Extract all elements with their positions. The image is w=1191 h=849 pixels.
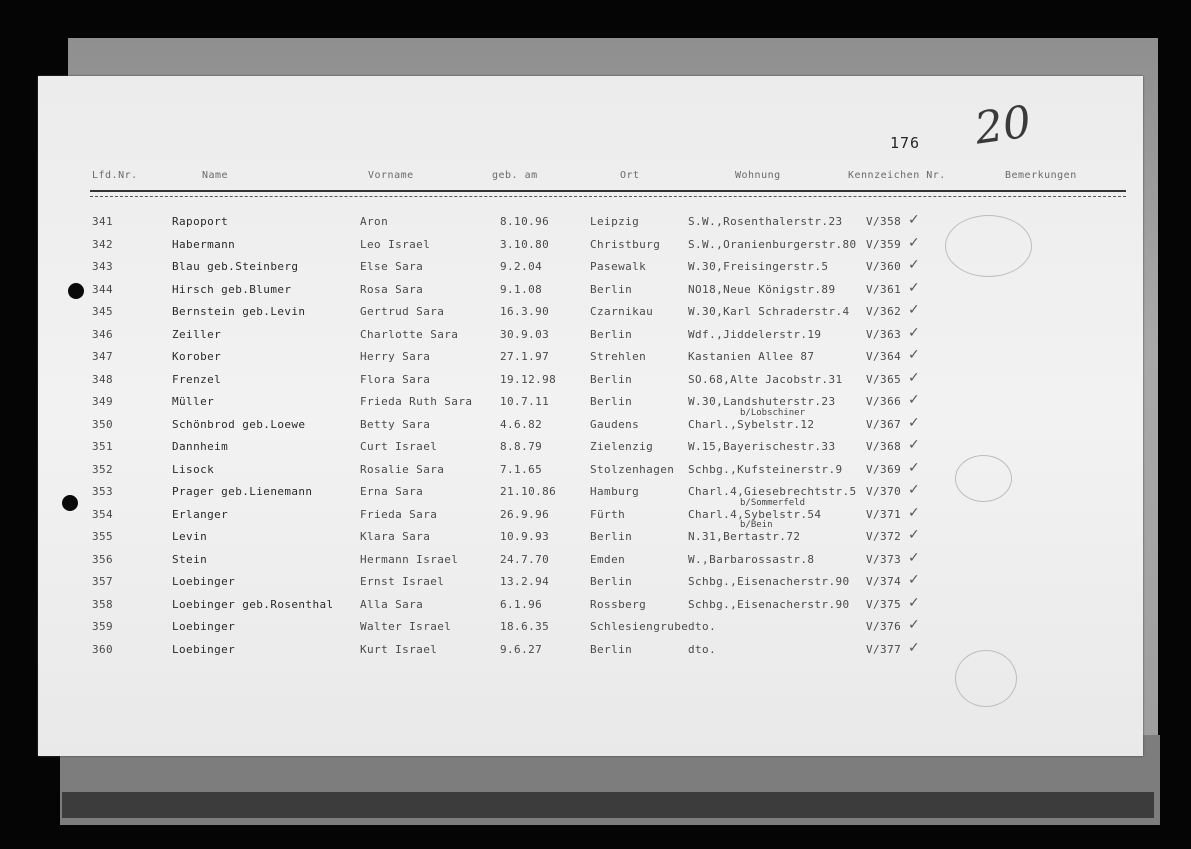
cell-geb-am: 6.1.96 xyxy=(500,597,543,611)
cell-lfd-nr: 350 xyxy=(92,417,114,431)
cell-ort: Rossberg xyxy=(590,597,647,611)
cell-kennzeichen: V/367 xyxy=(866,417,902,431)
cell-lfd-nr: 351 xyxy=(92,440,114,453)
cell-lfd-nr: 352 xyxy=(92,462,114,476)
cell-ort: Berlin xyxy=(590,372,633,386)
cell-name: Bernstein geb.Levin xyxy=(172,305,306,318)
cell-geb-am: 30.9.03 xyxy=(500,327,550,341)
cell-lfd-nr: 344 xyxy=(92,282,114,296)
cell-wohnung: dto. xyxy=(688,620,717,633)
cell-ort: Strehlen xyxy=(590,350,647,363)
table-row xyxy=(0,617,1191,640)
cell-ort: Berlin xyxy=(590,530,633,543)
header-wohnung: Wohnung xyxy=(735,170,781,181)
table-row xyxy=(0,497,1191,528)
cell-geb-am: 7.1.65 xyxy=(500,462,543,476)
cell-wohnung: W.30,Karl Schraderstr.4 xyxy=(688,305,850,318)
cell-lfd-nr: 348 xyxy=(92,372,114,386)
cell-name: Loebinger xyxy=(172,642,236,656)
table-row xyxy=(0,347,1191,370)
header-vorname: Vorname xyxy=(368,170,414,181)
cell-vorname: Herry Sara xyxy=(360,350,431,363)
check-mark-icon: ✓ xyxy=(908,504,920,521)
cell-ort: Berlin xyxy=(590,575,633,588)
table-row xyxy=(0,572,1191,595)
check-mark-icon: ✓ xyxy=(908,414,920,431)
cell-geb-am: 8.10.96 xyxy=(500,215,550,228)
cell-lfd-nr: 354 xyxy=(92,507,114,521)
cell-wohnung: W.15,Bayerischestr.33 xyxy=(688,440,836,453)
check-mark-icon: ✓ xyxy=(908,617,920,633)
cell-lfd-nr: 343 xyxy=(92,260,114,273)
cell-ort: Leipzig xyxy=(590,215,640,228)
cell-geb-am: 21.10.86 xyxy=(500,485,557,498)
table-row xyxy=(0,407,1191,438)
table-row xyxy=(0,549,1191,573)
header-lfd-nr: Lfd.Nr. xyxy=(92,170,138,181)
check-mark-icon: ✓ xyxy=(908,639,920,656)
header-kennzeichen: Kennzeichen Nr. xyxy=(848,170,946,181)
check-mark-icon: ✓ xyxy=(908,279,920,296)
cell-kennzeichen: V/371 xyxy=(866,507,902,521)
cell-vorname: Kurt Israel xyxy=(360,642,438,656)
cell-vorname: Walter Israel xyxy=(360,620,452,633)
cell-wohnung-note: b/Bein xyxy=(740,520,773,530)
page-number: 176 xyxy=(890,134,921,152)
cell-kennzeichen: V/370 xyxy=(866,485,902,498)
cell-name: Stein xyxy=(172,552,208,566)
table-row xyxy=(0,520,1191,550)
cell-geb-am: 13.2.94 xyxy=(500,575,550,588)
check-mark-icon: ✓ xyxy=(908,392,920,408)
cell-vorname: Aron xyxy=(360,215,389,228)
cell-kennzeichen: V/369 xyxy=(866,462,902,476)
table-row xyxy=(0,324,1191,348)
table-row xyxy=(0,279,1191,303)
cell-lfd-nr: 349 xyxy=(92,395,114,408)
handwritten-folio-number: 20 xyxy=(971,96,1035,155)
cell-lfd-nr: 347 xyxy=(92,350,114,363)
check-mark-icon: ✓ xyxy=(908,572,920,588)
header-ort: Ort xyxy=(620,170,640,181)
cell-kennzeichen: V/374 xyxy=(866,575,902,588)
cell-kennzeichen: V/376 xyxy=(866,620,902,633)
check-mark-icon: ✓ xyxy=(908,324,920,341)
cell-vorname: Betty Sara xyxy=(360,417,431,431)
cell-geb-am: 16.3.90 xyxy=(500,305,550,318)
cell-kennzeichen: V/359 xyxy=(866,237,902,251)
cell-lfd-nr: 358 xyxy=(92,597,114,611)
cell-lfd-nr: 353 xyxy=(92,485,114,498)
cell-kennzeichen: V/361 xyxy=(866,282,902,296)
cell-geb-am: 4.6.82 xyxy=(500,417,543,431)
table-row xyxy=(0,257,1191,280)
cell-geb-am: 24.7.70 xyxy=(500,552,550,566)
cell-vorname: Leo Israel xyxy=(360,237,431,251)
table-row xyxy=(0,369,1191,393)
cell-lfd-nr: 345 xyxy=(92,305,114,318)
cell-ort: Christburg xyxy=(590,237,661,251)
cell-kennzeichen: V/360 xyxy=(866,260,902,273)
cell-ort: Czarnikau xyxy=(590,305,654,318)
table-row xyxy=(0,234,1191,258)
cell-lfd-nr: 356 xyxy=(92,552,114,566)
cell-vorname: Curt Israel xyxy=(360,440,438,453)
cell-lfd-nr: 359 xyxy=(92,620,114,633)
cell-wohnung-note: b/Lobschiner xyxy=(740,407,806,418)
cell-lfd-nr: 357 xyxy=(92,575,114,588)
cell-kennzeichen: V/368 xyxy=(866,440,902,453)
cell-vorname: Else Sara xyxy=(360,260,424,273)
cell-lfd-nr: 341 xyxy=(92,215,114,228)
cell-kennzeichen: V/377 xyxy=(866,642,902,656)
cell-name: Zeiller xyxy=(172,327,222,341)
cell-kennzeichen: V/358 xyxy=(866,215,902,228)
cell-lfd-nr: 346 xyxy=(92,327,114,341)
cell-wohnung: W.,Barbarossastr.8 xyxy=(688,552,815,566)
check-mark-icon: ✓ xyxy=(908,347,920,363)
check-mark-icon: ✓ xyxy=(908,257,920,273)
header-name: Name xyxy=(202,170,229,181)
cell-ort: Hamburg xyxy=(590,485,640,498)
cell-vorname: Ernst Israel xyxy=(360,575,445,588)
cell-kennzeichen: V/364 xyxy=(866,350,902,363)
cell-wohnung: S.W.,Oranienburgerstr.80 xyxy=(688,237,857,251)
cell-wohnung-note: b/Sommerfeld xyxy=(740,497,806,508)
cell-ort: Berlin xyxy=(590,642,633,656)
cell-geb-am: 19.12.98 xyxy=(500,372,557,386)
cell-lfd-nr: 342 xyxy=(92,237,114,251)
cell-name: Schönbrod geb.Loewe xyxy=(172,417,306,431)
cell-wohnung: W.30,Freisingerstr.5 xyxy=(688,260,829,273)
cell-kennzeichen: V/373 xyxy=(866,552,902,566)
check-mark-icon: ✓ xyxy=(908,482,920,498)
cell-geb-am: 9.1.08 xyxy=(500,282,543,296)
check-mark-icon: ✓ xyxy=(908,234,920,251)
cell-vorname: Hermann Israel xyxy=(360,552,459,566)
cell-wohnung: dto. xyxy=(688,642,717,656)
cell-geb-am: 10.7.11 xyxy=(500,395,550,408)
cell-name: Levin xyxy=(172,530,208,543)
cell-wohnung: NO18,Neue Königstr.89 xyxy=(688,282,836,296)
cell-name: Blau geb.Steinberg xyxy=(172,260,299,273)
cell-lfd-nr: 360 xyxy=(92,642,114,656)
cell-name: Frenzel xyxy=(172,372,222,386)
cell-vorname: Rosalie Sara xyxy=(360,462,445,476)
check-mark-icon: ✓ xyxy=(908,369,920,386)
cell-name: Loebinger geb.Rosenthal xyxy=(172,597,334,611)
cell-wohnung: Charl.4,Giesebrechtstr.5 xyxy=(688,485,857,498)
cell-wohnung: W.30,Landshuterstr.23 xyxy=(688,395,836,408)
cell-name: Prager geb.Lienemann xyxy=(172,485,313,498)
cell-name: Loebinger xyxy=(172,620,236,633)
cell-ort: Fürth xyxy=(590,507,626,521)
cell-ort: Stolzenhagen xyxy=(590,462,675,476)
check-mark-icon: ✓ xyxy=(908,437,920,453)
cell-vorname: Gertrud Sara xyxy=(360,305,445,318)
table-row xyxy=(0,212,1191,235)
cell-ort: Gaudens xyxy=(590,417,640,431)
cell-geb-am: 8.8.79 xyxy=(500,440,543,453)
cell-wohnung: Charl.,Sybelstr.12 xyxy=(688,417,815,431)
cell-geb-am: 3.10.80 xyxy=(500,237,550,251)
cell-ort: Schlesiengrube xyxy=(590,620,689,633)
cell-geb-am: 26.9.96 xyxy=(500,507,550,521)
cell-kennzeichen: V/366 xyxy=(866,395,902,408)
cell-kennzeichen: V/375 xyxy=(866,597,902,611)
cell-name: Loebinger xyxy=(172,575,236,588)
check-mark-icon: ✓ xyxy=(908,527,920,543)
cell-geb-am: 9.6.27 xyxy=(500,642,543,656)
cell-kennzeichen: V/365 xyxy=(866,372,902,386)
cell-lfd-nr: 355 xyxy=(92,530,114,543)
cell-vorname: Flora Sara xyxy=(360,372,431,386)
check-mark-icon: ✓ xyxy=(908,212,920,228)
cell-ort: Berlin xyxy=(590,327,633,341)
check-mark-icon: ✓ xyxy=(908,302,920,318)
cell-ort: Berlin xyxy=(590,395,633,408)
cell-kennzeichen: V/372 xyxy=(866,530,902,543)
cell-name: Korober xyxy=(172,350,222,363)
cell-wohnung: Charl.4,Sybelstr.54 xyxy=(688,507,822,521)
cell-vorname: Charlotte Sara xyxy=(360,327,459,341)
cell-name: Rapoport xyxy=(172,215,229,228)
cell-name: Müller xyxy=(172,395,215,408)
header-bemerkungen: Bemerkungen xyxy=(1005,170,1077,181)
cell-wohnung: SO.68,Alte Jacobstr.31 xyxy=(688,372,843,386)
cell-name: Hirsch geb.Blumer xyxy=(172,282,292,296)
cell-wohnung: N.31,Bertastr.72 xyxy=(688,530,801,543)
cell-wohnung: S.W.,Rosenthalerstr.23 xyxy=(688,215,843,228)
cell-vorname: Alla Sara xyxy=(360,597,424,611)
cell-wohnung: Wdf.,Jiddelerstr.19 xyxy=(688,327,822,341)
cell-wohnung: Schbg.,Eisenacherstr.90 xyxy=(688,597,850,611)
cell-wohnung: Schbg.,Eisenacherstr.90 xyxy=(688,575,850,588)
table-row xyxy=(0,392,1191,415)
table-row xyxy=(0,302,1191,325)
cell-geb-am: 18.6.35 xyxy=(500,620,550,633)
cell-name: Dannheim xyxy=(172,440,229,453)
table-row xyxy=(0,482,1191,505)
table-row xyxy=(0,639,1191,663)
table-row xyxy=(0,594,1191,618)
cell-kennzeichen: V/362 xyxy=(866,305,902,318)
cell-kennzeichen: V/363 xyxy=(866,327,902,341)
cell-vorname: Klara Sara xyxy=(360,530,431,543)
cell-geb-am: 9.2.04 xyxy=(500,260,543,273)
cell-ort: Zielenzig xyxy=(590,440,654,453)
check-mark-icon: ✓ xyxy=(908,594,920,611)
cell-vorname: Rosa Sara xyxy=(360,282,424,296)
check-mark-icon: ✓ xyxy=(908,549,920,566)
cell-name: Habermann xyxy=(172,237,236,251)
cell-ort: Berlin xyxy=(590,282,633,296)
table-row xyxy=(0,459,1191,483)
cell-geb-am: 10.9.93 xyxy=(500,530,550,543)
cell-name: Erlanger xyxy=(172,507,229,521)
table-row xyxy=(0,437,1191,460)
cell-wohnung: Kastanien Allee 87 xyxy=(688,350,815,363)
cell-ort: Emden xyxy=(590,552,626,566)
cell-wohnung: Schbg.,Kufsteinerstr.9 xyxy=(688,462,843,476)
cell-name: Lisock xyxy=(172,462,215,476)
cell-geb-am: 27.1.97 xyxy=(500,350,550,363)
check-mark-icon: ✓ xyxy=(908,459,920,476)
cell-vorname: Frieda Ruth Sara xyxy=(360,395,473,408)
cell-vorname: Frieda Sara xyxy=(360,507,438,521)
cell-vorname: Erna Sara xyxy=(360,485,424,498)
cell-ort: Pasewalk xyxy=(590,260,647,273)
header-geb-am: geb. am xyxy=(492,170,538,181)
